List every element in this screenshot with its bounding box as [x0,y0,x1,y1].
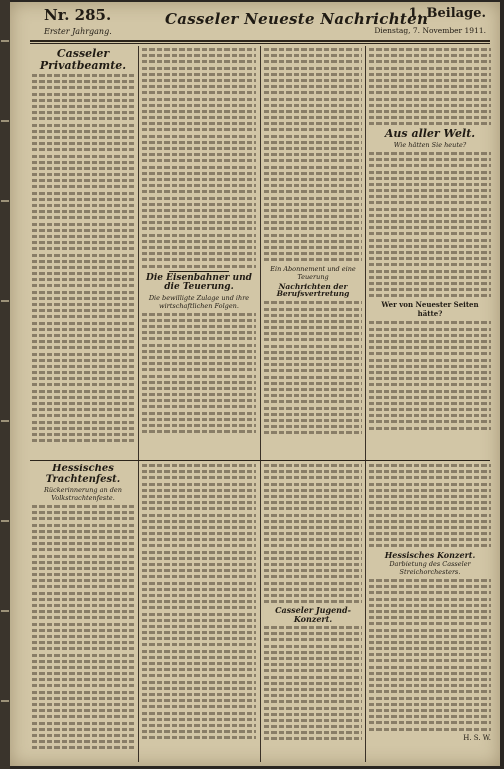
volume-year: Erster Jahrgang. [44,27,112,36]
article-casseler-privatbeamte [32,48,134,456]
article-column-4-upper [369,48,491,456]
issue-number: Nr. 285. [44,6,112,24]
article-separator [169,271,229,272]
article-body-text [32,74,134,442]
article-body-text [142,48,256,268]
article-body-text [142,313,256,434]
column-rule [260,46,261,762]
article-body-text [369,579,491,731]
article-subheadline: Wie hätten Sie heute? [393,140,467,149]
supplement-label: 1. Beilage. [408,6,486,21]
article-body-text [264,626,362,740]
article-headline: Casseler Jugend-Konzert. [275,605,351,624]
article-body-text [369,464,491,547]
article-subheadline: Die bewilligte Zulage und ihre wirtschaftlichen Folgen. [148,293,250,310]
article-body-text [32,505,134,749]
article-signature: H. S. W. [463,733,491,742]
article-column-2-upper [142,48,256,456]
article-headline: Hessisches Konzert. [384,549,476,560]
article-subheadline: Ein Abonnement und eine Teuerung [270,264,356,281]
article-headline: Die Eisenbahner und die Teuerung. [146,272,252,293]
article-body-text [142,464,256,739]
column-rule [138,46,139,762]
newspaper-page [10,2,500,766]
masthead-rule [30,40,490,42]
masthead [20,2,492,42]
article-subheadline: Rückerinnerung an den Volkstrachtenfeste. [44,486,122,502]
article-column-4-lower [369,464,491,762]
article-headline: Nachrichten der Berufsvertretung [276,281,350,299]
adjacent-page-edge [0,0,10,769]
article-headline: Aus aller Welt. [384,127,476,141]
article-column-3-upper [264,48,362,456]
article-column-3-lower [264,464,362,762]
masthead-rule-thin [30,43,490,44]
article-body-text [264,301,362,434]
article-column-2-lower [142,464,256,762]
article-headline: Casseler Privatbeamte. [39,48,127,72]
newspaper-title: Casseler Neueste Nachrichten [165,10,429,28]
article-headline: Hessisches Trachtenfest. [45,464,121,485]
article-body-text [264,48,362,261]
issue-date: Dienstag, 7. November 1911. [374,26,486,35]
article-body-text [264,464,362,603]
article-subheadline: Darbietung des Casseler Streichorchesters. [389,560,471,577]
column-rule [365,46,366,762]
article-body-text [369,48,491,125]
article-hessisches-trachtenfest [32,464,134,762]
section-rule [30,460,490,461]
article-section-title: Wer von Neuester Seiten hätte? [381,300,479,319]
article-body-text [369,321,491,429]
article-body-text [369,152,491,297]
